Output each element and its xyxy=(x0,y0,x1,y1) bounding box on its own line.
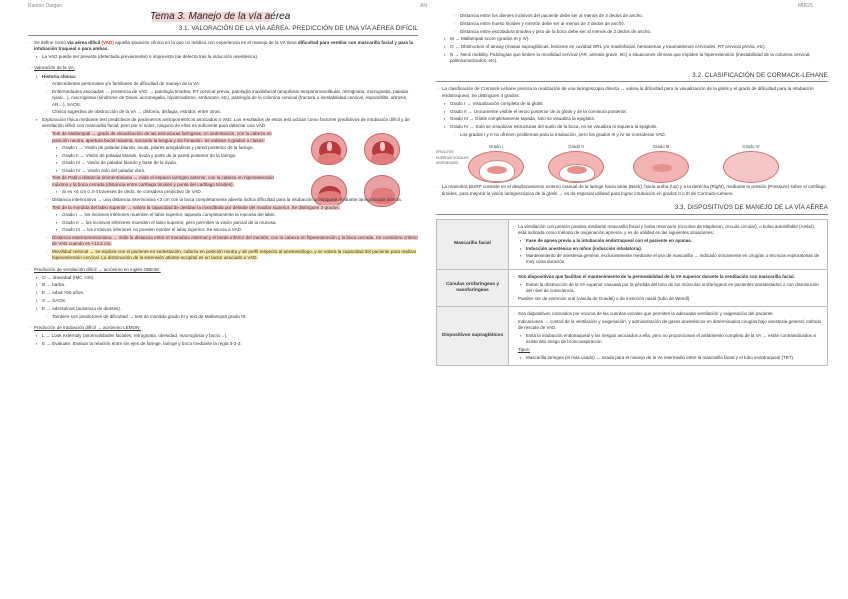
mordida-test: ◦ Test de la mordida del labio superior → valora la capacidad de deslizar la mandíbula por delante del maxilar superior. Se distinguen 3 grados: xyxy=(28,205,418,211)
header-right: MIR25 xyxy=(798,3,813,9)
section-32-heading: 3.2. CLASIFICACIÓN DE CORMACK-LEHANE xyxy=(436,72,828,83)
mallampati-image-1 xyxy=(311,133,347,165)
historia-heading: ▪ Historia clínica: xyxy=(28,74,418,80)
mordida-grade-3: ▪ Grado III → los incisivos inferiores no pueden morder el labio superior. Se asocia a VAD. xyxy=(28,227,418,233)
supragloticos-item-a: ▪ Evita la intubación endotraqueal y los riesgos asociados a ella, pero no proporcionan el aislamiento completo de la VA → están contraindicados si existe alto riesgo de broncoaspiración. xyxy=(512,333,824,345)
mascarilla-item-c: ▪ Mantenimiento de anestesia general, exclusivamente mediante el uso de mascarilla → indicado únicamente en cirugías o técnicas exploratorias de muy corta duración. xyxy=(512,253,824,265)
regla-332-1: ◦ Distancia entre los dientes incisivos del paciente debe ser al menos de 3 dedos de ancho. xyxy=(436,13,828,19)
movilidad-cervical: ◦ Movilidad cervical → se explora con el paciente en sedestación, cabeza en posición neutra y de perfil respecto al anestesiólogo, y se valora la capacidad del paciente para realizar hiperextensión cervical. La disminución de la extensión atlanto-occipital es un factor asociado a VAD. xyxy=(28,249,418,262)
table-row xyxy=(437,307,828,366)
supragloticos-tipos: - Tipos: xyxy=(512,347,824,353)
canulas-types: - Pueden ser de inserción oral (cánula de Guedel) o de inserción nasal (tubo de Wendl). xyxy=(512,296,824,302)
mascarilla-item-b: ▪ Inducción anestésica en niños (inducción inhalatoria). xyxy=(512,246,824,252)
historia-item-3: ◦ Clínica sugestiva de obstrucción de la VA → disfonía, disfagia, estridor, entre otras. xyxy=(28,109,418,115)
supragloticos-item-b: ▪ Mascarilla laríngea (el más usado) → usada para el manejo de la VA intermedio entre la mascarilla facial y el tubo endotraqueal (TET). xyxy=(512,355,824,361)
regla-332-3: ◦ Distancia entre escotadura tiroidea y piso de la boca debe ser al menos de 2 dedos de ancho. xyxy=(436,29,828,35)
lemon-n: ▪ N → Neck mobility. Patologías que limiten la movilidad cervical (AR, artrosis grave, etc) o situaciones clínicas que impiden la hiperextensión (inestabilidad de la columna cervical, politraumatizados, etc). xyxy=(436,52,828,65)
supragloticos-indicaciones: - Indicaciones → control de la ventilación y oxigenación, y administración de gases anestésicos en determinados cirugías bajo anestesia general; método de rescate de VAD. xyxy=(512,319,824,331)
header-author: Ramon Dargan xyxy=(28,3,62,9)
row-head-supragloticos: Dispositivos supraglóticos xyxy=(437,307,509,366)
devices-table xyxy=(436,219,828,366)
obese-o: ▪ O → obesidad (IMC >30). xyxy=(28,275,418,281)
header-center: AN xyxy=(420,3,427,9)
lemon-o: ▪ O → Obstruction of airway (masas supraglóticas, lesiones en cavidad ORL y/o maxilofacial, hematomas y traumatismos cervicales, RT cervical previa, etc). xyxy=(436,44,828,50)
mallampati-grade-1: ▪ Grado I → Visión de paladar blando, úvula, pilares amigdalinos y pared posterior de la faringe. xyxy=(28,145,288,151)
cormack-grade-1: ▪ Grado I → Visualización completa de la glotis. xyxy=(436,101,828,107)
interincisiva: ◦ Distancia interincisiva → una distancia interincisiva <3 cm con la boca completamente abierta indica dificultad para la intubación orotraqueal mediante laringoscopia directa. xyxy=(28,197,418,203)
cormack-image-2: Grado II xyxy=(546,144,606,183)
obese-s: ▪ S → SAOS. xyxy=(28,298,418,304)
obese-b: ▪ B → barba. xyxy=(28,282,418,288)
mallampati-grade-3: ▪ Grado III → Visión de paladar blando y base de la úvula. xyxy=(28,160,288,166)
larynx-labels: EPIGLOTIS CUERDAS VOCALES ARITENOIDES xyxy=(436,150,469,165)
vad-definition: - Se define como vía aérea difícil (VAD) aquella situación clínica en la que un médico con experiencia en el manejo de la VA tiene dificultad para ventilar con mascarilla facial y para la intubación traqueal o para ambas. xyxy=(28,40,418,53)
row-head-mascarilla: Mascarilla facial xyxy=(437,219,509,269)
exploracion-fisica: ▪ Exploración física mediante test predictivos de parámetros antropométricos asociados a VAD. Los resultados de estos test actúan como factores predictivos de intubación difícil y de ventilación difícil con mascarilla facial, pero por sí solos, ninguno de ellos es suficiente para detectar una VAD. xyxy=(28,117,418,130)
table-row xyxy=(437,270,828,307)
mallampati-grade-4: ▪ Grado IV → Visión solo del paladar duro. xyxy=(28,168,288,174)
mascarilla-item-a: ▪ Fase de apnea previa a la intubación endotraqueal con el paciente en ayunas. xyxy=(512,238,824,244)
lemon-l: ▪ L → Look externaly (anormalidades faciales, retrognatia, obesidad, macroglosia y bocio…). xyxy=(28,333,418,339)
cormack-image-3: Grado III xyxy=(631,144,691,183)
lemon-m: ▪ M → Mallampati score (grados III y IV). xyxy=(436,36,828,42)
cormack-grade-3: ▪ Grado III → Glotis completamente tapada, solo se visualiza la epiglotis. xyxy=(436,116,828,122)
cormack-grade-2: ▪ Grado II → Únicamente visible el tercio posterior de la glotis y de la comisura posterior. xyxy=(436,109,828,115)
cormack-image-4: Grado IV xyxy=(721,144,781,183)
mordida-grade-2: ▪ Grado II → los incisivos inferiores muerden el labio superior, pero permiten la visión parcial de la mucosa. xyxy=(28,220,418,226)
cormack-image-1: Grado I xyxy=(466,144,526,183)
row-head-canulas: Cánulas orofaríngeas y nasofaríngeas xyxy=(437,270,509,307)
cormack-grade-4: ▪ Grado IV → Solo se visualizan estructuras del suelo de la boca, no se visualiza ni siquiera la epiglotis. xyxy=(436,124,828,130)
canulas-desc: - Son dispositivos que facilitan el mantenimiento de la permeabilidad de la VA superior durante la ventilación con mascarilla facial. xyxy=(512,274,824,280)
canulas-item-a: ▪ Evitan la obstrucción de la VA superior causada por la pérdida del tono de los músculos orofaríngeos en pacientes anestesiados o con disminución del nivel de consciencia. xyxy=(512,282,824,294)
otros-predictores: ◦ También son predictores de dificultad → test de mordida grado III y test de Mallampati grado III. xyxy=(28,314,418,320)
section-33-heading: 3.3. DISPOSITIVOS DE MANEJO DE LA VÍA AÉREA xyxy=(436,204,828,215)
historia-item-2: ◦ Enfermedades asociadas → presencia de VAD → patología tiroidea, RT cervical previa, patología maxilofacial (anquilosis temporomandibular, retrognatia, micrognatia, paladar ojival…), macroglosia (síndrome de Down, acromegalia, hipotiroidismo, embarazo, etc), patología de la columna cervical (fractura o inestabilidad cervical, espondilitis, artrosis, AR…), SAOS. xyxy=(28,89,418,108)
mordida-grade-1: ▪ Grado I → los incisivos inferiores muerden el labio superior, tapando completamente la mucosa del labio. xyxy=(28,212,418,218)
esternomentoniana: ◦ Distancia esternomentoniana → mide la distancia entre el manubrio esternal y el borde inferior del mentón, con la cabeza en hiperextensión y la boca cerrada. Se considera criterio de VAD cuando es <12,5 cm. xyxy=(28,235,418,248)
burp-maneuver: - La maniobra BURP consiste en el desplazamiento externo manual de la laringe hacia atrás (Back), hacia arriba (Up) y a la derecha (Right), mediante la presión (Pressure) sobre el cartílago tiroides, para mejorar la visión laringoscópica de la glotis → es de especial utilidad para lograr intubación en grados II o III de Cormack-Lehane. xyxy=(436,184,828,197)
right-column xyxy=(436,12,828,366)
mallampati-grade-2: ▪ Grado II → Visión de paladar blando, úvula y parte de la pared posterior de la faringe. xyxy=(28,153,288,159)
lemon-e: ▪ E → Evaluate. Evaluar la relación entre los ejes de faringe, laringe y boca mediante la regla 3-3-2: xyxy=(28,341,418,347)
cormack-intro: - La clasificación de Cormack-Lehane precisa la realización de una laringoscopia directa → valora la dificultad para la visualización de la glotis y el grado de dificultad para la intubación endotraqueal. Se distinguen 4 grados: xyxy=(436,86,828,99)
vad-types: ▪ La VAD puede ser prevista (detectada previamente) o imprevista (se detecta tras la inducción anestésica). xyxy=(28,54,418,60)
mascarilla-desc: - La ventilación con presión positiva mediante mascarilla facial y bolsa reservorio (circuitos de Mapleson, circuito circular), o bolsa autoinflable (Ambú), está indicada como método de oxigenación apneica, y es de utilidad en las siguientes situaciones: xyxy=(512,224,824,236)
valoracion-heading: - Valoración de la VA: xyxy=(28,65,418,71)
cormack-images xyxy=(436,142,828,182)
table-row xyxy=(437,219,828,269)
page-title: Tema 3. Manejo de la vía aérea xyxy=(150,11,291,22)
patil-test: ◦ Test de Patil o distancia tiromentoniana → mide el espacio laríngeo anterior, con la cabeza en hiperextensión máxima y la boca cerrada (distancia entre cartílago tiroides y punta del cartílago tiroides). xyxy=(28,175,288,188)
obese-e1: ▪ E → edad >55 años. xyxy=(28,290,418,296)
mallampati-image-2 xyxy=(364,133,400,165)
section-31-heading: 3.1. VALORACIÓN DE LA VÍA AÉREA. PREDICCIÓN DE UNA VÍA AÉREA DIFÍCIL xyxy=(28,25,418,36)
supragloticos-desc: - Son dispositivos colocados por encima de las cuerdas vocales que permiten la adecuada ventilación y oxigenación del paciente. xyxy=(512,311,824,317)
cormack-note: - Los grados I y II no ofrecen problemas para la intubación, pero los grados III y IV se consideran VAD. xyxy=(436,132,828,138)
regla-332-2: ◦ Distancia entre hueso hioides y mentón debe ser al menos de 3 dedos de ancho. xyxy=(436,21,828,27)
obese-e2: ▪ E → edentulous (ausencia de dientes). xyxy=(28,306,418,312)
patil-criterion: ▪ Si es <6 cm o 3-4 traveses de dedo, se considera predictivo de VAD. xyxy=(28,189,288,195)
left-column xyxy=(28,25,418,349)
mallampati-test: ◦ Test de Mallampati → grado de visualización de las estructuras faríngeas, en sedestación, con la cabeza en posición neutra, apertura bucal máxima, sacando la lengua y sin fonación. Se valoran 4 grados o clases: xyxy=(28,131,288,144)
ventilacion-dificil-heading: - Predicción de ventilación difícil → acrónimo en inglés OBESE: xyxy=(28,267,418,273)
intubacion-dificil-heading: - Predicción de intubación difícil → acrónimo LEMON: xyxy=(28,325,418,331)
historia-item-1: ◦ Antecedentes personales y/o familiares de dificultad de manejo de la VA. xyxy=(28,81,418,87)
